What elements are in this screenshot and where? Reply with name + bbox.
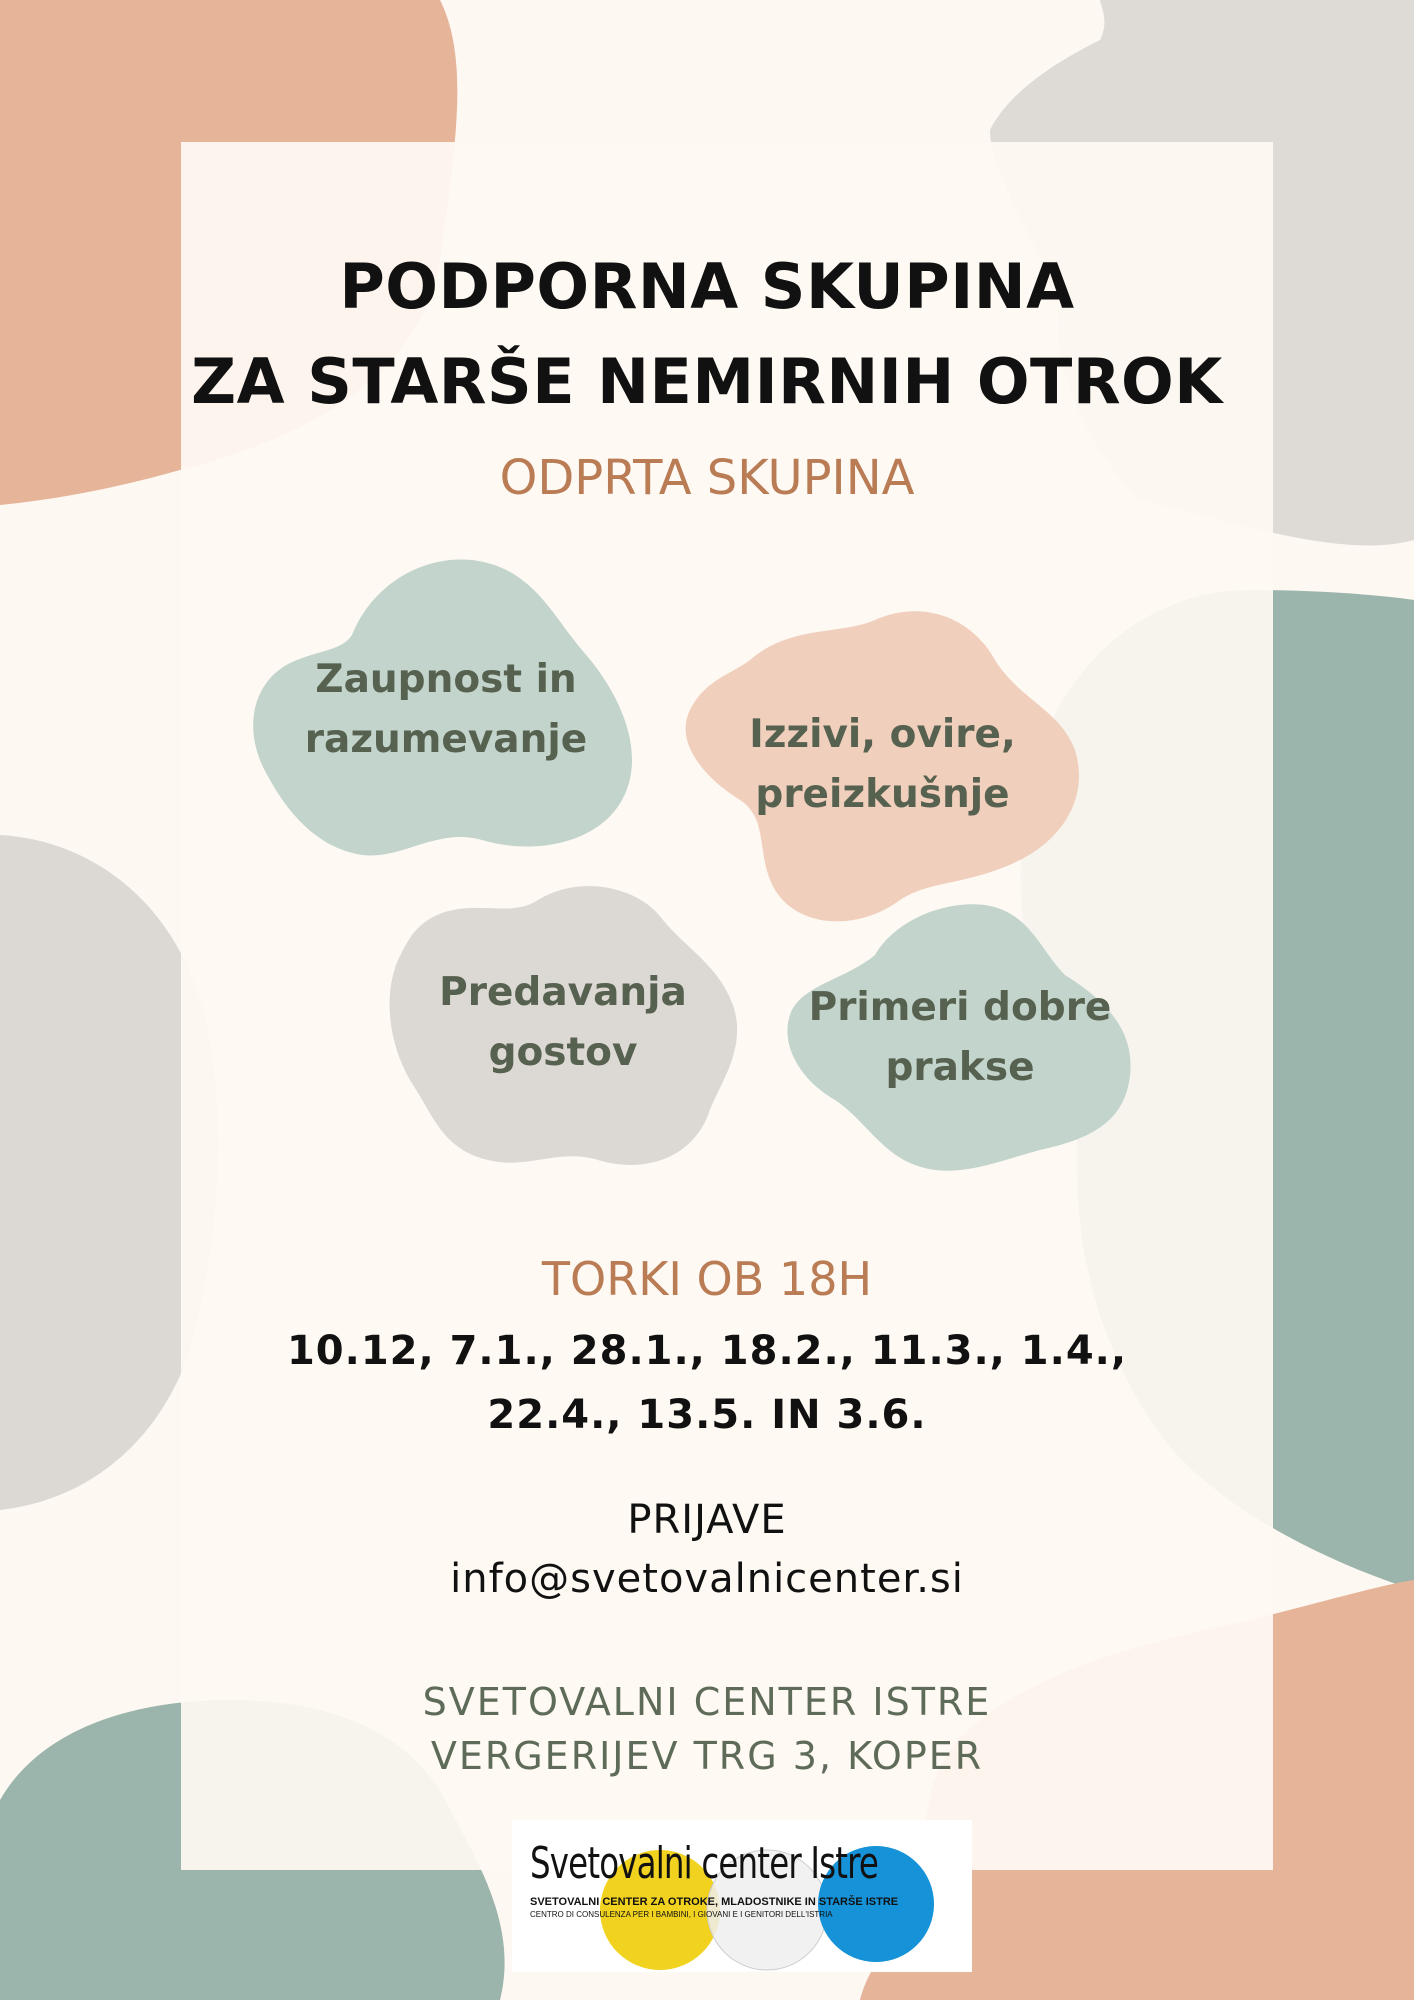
logo-subtitle-it: CENTRO DI CONSULENZA PER I BAMBINI, I GIOVANI E I GENITORI DELL'ISTRIA <box>530 1910 833 1919</box>
topic-blob-trust <box>252 555 640 865</box>
subtitle: ODPRTA SKUPINA <box>499 450 915 506</box>
topic-guests-line-2: gostov <box>488 1029 638 1075</box>
topic-trust-line-1: Zaupnost in <box>315 657 577 702</box>
logo-name: Svetovalni center Istre <box>530 1838 878 1889</box>
topic-challenges-line-1: Izzivi, ovire, <box>749 712 1016 757</box>
topic-challenges-line-2: preizkušnje <box>755 772 1010 817</box>
title-line-2: ZA STARŠE NEMIRNIH OTROK <box>191 345 1223 418</box>
title-line-1: PODPORNA SKUPINA <box>339 250 1075 323</box>
schedule-dates-line-2: 22.4., 13.5. IN 3.6. <box>487 1392 927 1438</box>
address-line-1: SVETOVALNI CENTER ISTRE <box>422 1680 992 1724</box>
registration-email[interactable]: info@svetovalnicenter.si <box>450 1556 964 1602</box>
registration-label: PRIJAVE <box>627 1497 787 1543</box>
topic-practice-line-2: prakse <box>885 1044 1035 1090</box>
topic-guests-line-1: Predavanja <box>439 969 687 1015</box>
topic-blob-guests <box>388 875 738 1170</box>
organization-logo <box>512 1820 972 1972</box>
topic-blob-practice <box>785 900 1135 1175</box>
logo-subtitle-sl: SVETOVALNI CENTER ZA OTROKE, MLADOSTNIKE IN STARŠE ISTRE <box>530 1896 899 1908</box>
topic-trust-line-2: razumevanje <box>304 717 588 762</box>
topic-practice-line-1: Primeri dobre <box>808 984 1112 1030</box>
schedule-dates-line-1: 10.12, 7.1., 28.1., 18.2., 11.3., 1.4., <box>286 1328 1128 1374</box>
topic-blob-challenges <box>680 600 1085 930</box>
schedule-time: TORKI OB 18H <box>541 1252 873 1306</box>
address-line-2: VERGERIJEV TRG 3, KOPER <box>430 1734 984 1778</box>
